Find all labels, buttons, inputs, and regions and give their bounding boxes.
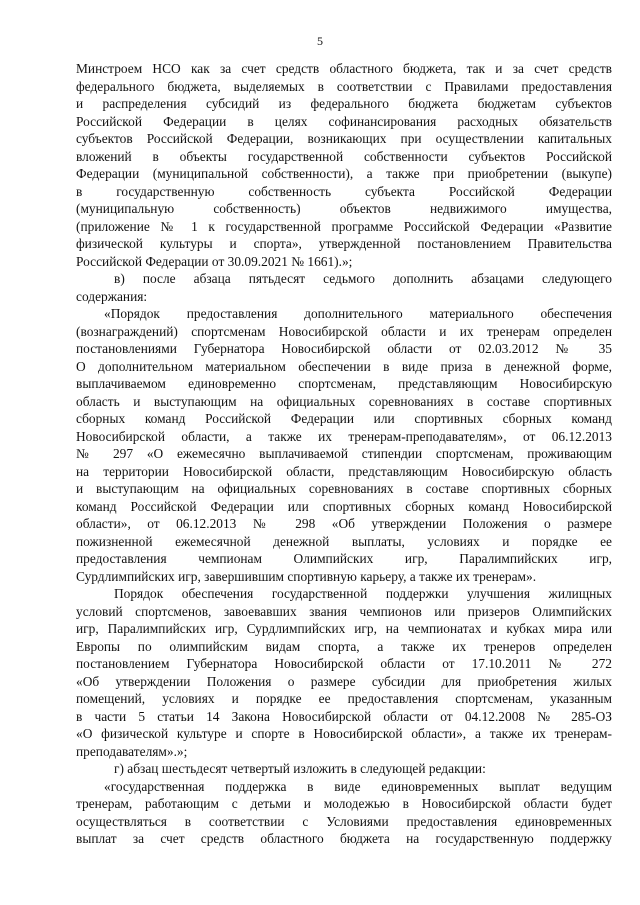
text-line: вложений в объекты государственной собственности субъектов Российской <box>76 148 612 164</box>
text-line: в государственную собственность субъекта Российской Федерации <box>76 183 612 199</box>
text-line: содержания: <box>76 288 148 304</box>
text-line: в) после абзаца пятьдесят седьмого дополнить абзацами следующего <box>114 271 612 286</box>
text-line: «Об утверждении Положения о размере субсидии для приобретения жилых <box>76 673 612 689</box>
text-line: пожизненной ежемесячной денежной выплаты, условиях и порядке ее <box>76 533 612 549</box>
text-line: субъектов Российской Федерации, возникающих при осуществлении капитальных <box>76 131 612 146</box>
text-line: Порядок обеспечения государственной поддержки улучшения жилищных <box>114 586 612 601</box>
text-line: (муниципальную собственность) объектов недвижимого имущества, <box>76 201 612 216</box>
text-line: Российской Федерации в целях софинансирования расходных обязательств <box>76 113 612 129</box>
text-line: Российской Федерации от 30.09.2021 № 1661).»; <box>76 253 353 269</box>
text-line: предоставления чемпионам Олимпийских игр, Паралимпийских игр, <box>76 551 612 566</box>
text-line: выплат за счет средств областного бюджета на государственную поддержку <box>76 831 612 846</box>
text-line: физической культуры и спорта», утвержденной постановлением Правительства <box>76 236 612 251</box>
text-line: команд Российской Федерации или спортивных сборных команд Новосибирской <box>76 498 612 514</box>
text-line: тренерам, работающим с детьми и молодежью в Новосибирской области будет <box>76 796 612 811</box>
text-line: помещений, условиях и порядке ее предоставления спортсменам, указанным <box>76 691 612 706</box>
text-line: Сурдлимпийских игр, завершившим спортивную карьеру, а также их тренерам». <box>76 568 537 584</box>
text-line: игр, Паралимпийских игр, Сурдлимпийских игр, на чемпионатах и кубках мира или <box>76 621 612 636</box>
text-line: постановлениями Губернатора Новосибирской области от 02.03.2012 № 35 <box>76 341 612 356</box>
text-line: (вознаграждений) спортсменам Новосибирской области и их тренерам определен <box>76 323 612 339</box>
text-line: Новосибирской области, а также их тренерам-преподавателям», от 06.12.2013 <box>76 428 612 444</box>
text-line: и распределения субсидий из федерального бюджета бюджетам субъектов <box>76 96 612 111</box>
text-line: «государственная поддержка в виде единовременных выплат ведущим <box>104 778 612 794</box>
text-line: «О физической культуре и спорте в Новосибирской области», а также их тренерам- <box>76 726 612 741</box>
text-line: «Порядок предоставления дополнительного материального обеспечения <box>104 306 612 321</box>
text-line: Европы по олимпийским видам спорта, а также их тренеров определен <box>76 638 612 654</box>
text-line: выплачиваемом единовременно спортсменам, представляющим Новосибирскую <box>76 376 612 391</box>
page-number: 5 <box>317 34 323 48</box>
text-line: № 297 «О ежемесячно выплачиваемой стипендии спортсменам, проживающим <box>76 446 612 461</box>
text-line: г) абзац шестьдесят четвертый изложить в следующей редакции: <box>114 761 486 776</box>
text-line: (приложение № 1 к государственной программе Российской Федерации «Развитие <box>76 218 612 234</box>
text-line: в части 5 статьи 14 Закона Новосибирской области от 04.12.2008 № 285-ОЗ <box>76 708 612 724</box>
text-line: постановлением Губернатора Новосибирской области от 17.10.2011 № 272 <box>76 656 612 671</box>
text-line: О дополнительном материальном обеспечении в виде приза в денежной форме, <box>76 358 612 374</box>
text-line: область и выступающим на официальных соревнованиях в составе спортивных <box>76 393 612 409</box>
text-line: Минстроем НСО как за счет средств областного бюджета, так и за счет средств <box>76 61 612 76</box>
text-line: осуществляться в соответствии с Условиями предоставления единовременных <box>76 813 612 829</box>
text-line: на территории Новосибирской области, представляющим Новосибирскую область <box>76 463 612 479</box>
text-line: Федерации (муниципальной собственности), а также при приобретении (выкупе) <box>76 166 612 181</box>
document-body <box>76 60 612 848</box>
text-line: условий спортсменов, завоевавших звания чемпионов или призеров Олимпийских <box>76 603 612 619</box>
text-line: и выступающим на официальных соревнованиях в составе спортивных сборных <box>76 481 612 496</box>
text-line: области», от 06.12.2013 № 298 «Об утверждении Положения о размере <box>76 516 612 531</box>
text-line: преподавателям».»; <box>76 743 188 759</box>
text-line: сборных команд Российской Федерации или спортивных сборных команд <box>76 411 612 426</box>
text-line: федерального бюджета, выделяемых в соответствии с Правилами предоставления <box>76 78 612 94</box>
